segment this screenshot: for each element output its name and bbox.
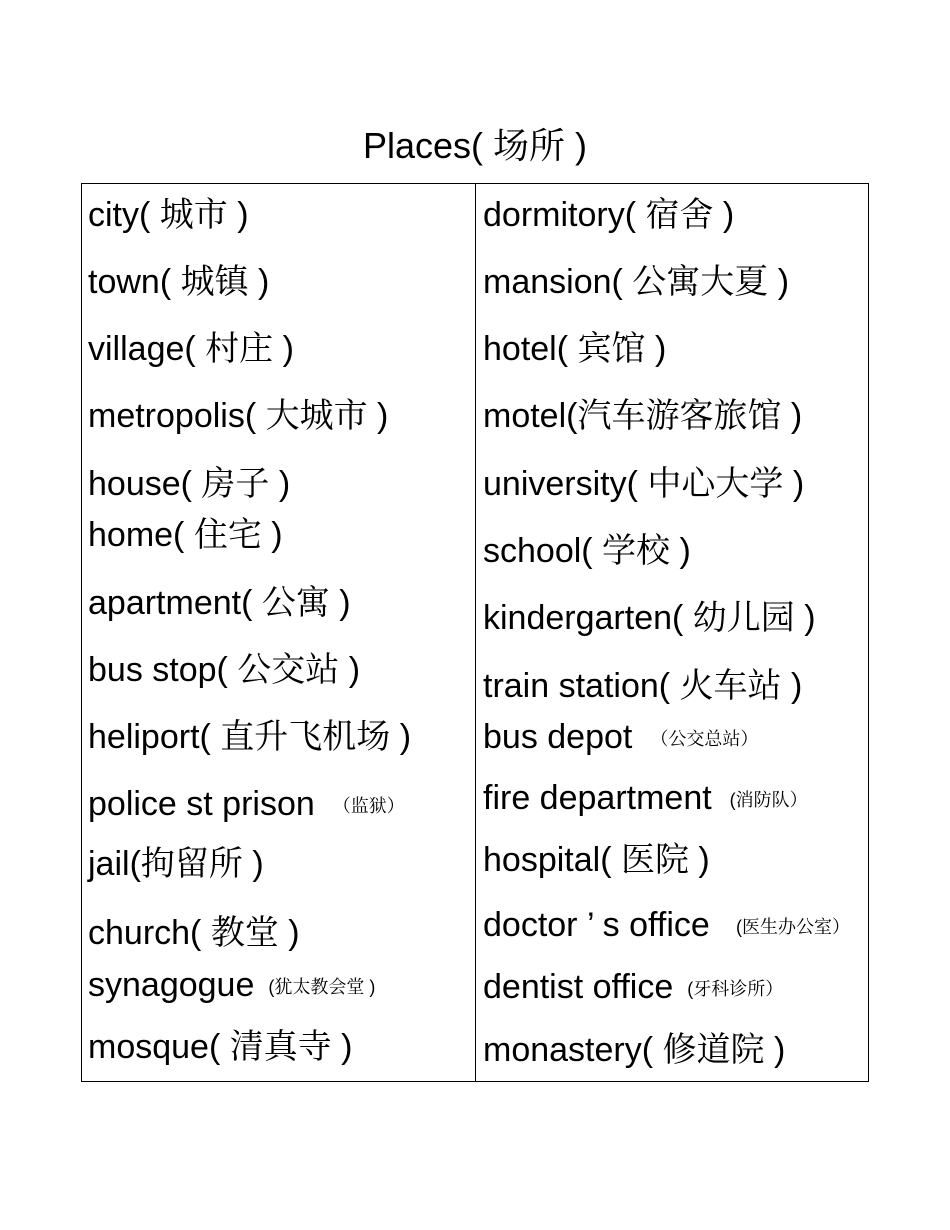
entry-dentist-office bbox=[483, 967, 783, 1009]
entry-bus-depot-note: （公交总站） bbox=[650, 729, 759, 750]
entry-bus-stop: bus stop( 公交站 ) bbox=[88, 651, 361, 689]
entry-motel: motel(汽车游客旅馆 ) bbox=[483, 397, 803, 435]
entry-monastery: monastery( 修道院 ) bbox=[483, 1031, 786, 1069]
entry-mansion: mansion( 公寓大夏 ) bbox=[483, 263, 790, 301]
entry-hotel: hotel( 宾馆 ) bbox=[483, 330, 667, 368]
entry-hospital: hospital( 医院 ) bbox=[483, 841, 710, 879]
entry-doctors-office: doctor ’ s office bbox=[483, 906, 710, 944]
entry-metropolis: metropolis( 大城市 ) bbox=[88, 397, 389, 435]
entry-university: university( 中心大学 ) bbox=[483, 465, 805, 503]
entry-bus-depot bbox=[483, 717, 758, 759]
entry-prison-note: （监狱） bbox=[332, 796, 405, 817]
entry-city: city( 城市 ) bbox=[88, 196, 249, 234]
entry-bus-depot-text: bus depot bbox=[483, 718, 633, 756]
entry-dormitory: dormitory( 宿舍 ) bbox=[483, 196, 735, 234]
entry-fire-department-text: fire department bbox=[483, 779, 712, 817]
entry-jail: jail(拘留所 ) bbox=[88, 845, 264, 883]
entry-fire-department-note: (消防队） bbox=[729, 790, 808, 811]
entry-town: town( 城镇 ) bbox=[88, 263, 270, 301]
entry-school: school( 学校 ) bbox=[483, 532, 691, 570]
entry-synagogue bbox=[88, 965, 375, 1007]
entry-kindergarten: kindergarten( 幼儿园 ) bbox=[483, 599, 816, 637]
column-divider bbox=[475, 184, 476, 1081]
entry-home: home( 住宅 ) bbox=[88, 516, 283, 554]
entry-train-station: train station( 火车站 ) bbox=[483, 667, 803, 705]
entry-house: house( 房子 ) bbox=[88, 465, 291, 503]
entry-heliport: heliport( 直升飞机场 ) bbox=[88, 718, 412, 756]
entry-synagogue-text: synagogue bbox=[88, 966, 255, 1004]
entry-doctors-office-note: (医生办公室） bbox=[736, 917, 850, 937]
vocabulary-table bbox=[81, 183, 869, 1082]
entry-police-prison bbox=[88, 784, 405, 826]
entry-church: church( 教堂 ) bbox=[88, 914, 300, 952]
entry-police-prison-text: police st prison bbox=[88, 785, 315, 823]
entry-fire-department bbox=[483, 778, 808, 820]
page-title: Places( 场所 ) bbox=[362, 125, 588, 166]
entry-synagogue-note: (犹太教会堂 ) bbox=[268, 977, 376, 998]
entry-village: village( 村庄 ) bbox=[88, 330, 294, 368]
entry-dentist-office-note: (牙科诊所） bbox=[687, 979, 784, 1000]
entry-apartment: apartment( 公寓 ) bbox=[88, 584, 351, 622]
entry-mosque: mosque( 清真寺 ) bbox=[88, 1028, 353, 1066]
entry-dentist-office-text: dentist office bbox=[483, 968, 674, 1006]
